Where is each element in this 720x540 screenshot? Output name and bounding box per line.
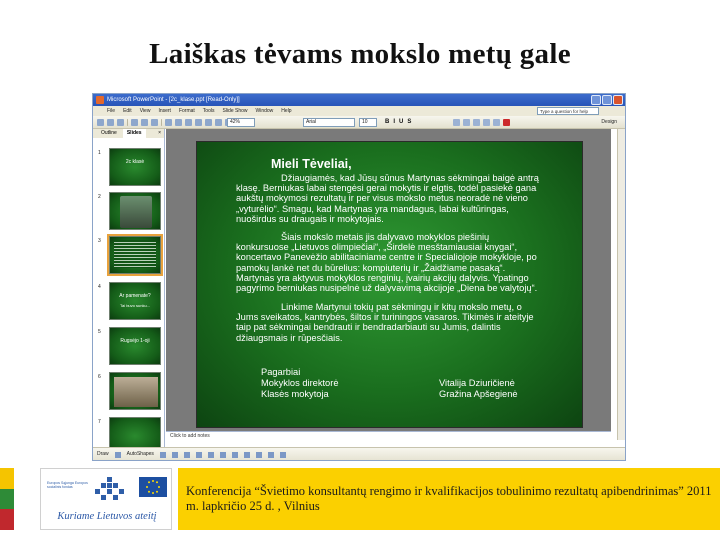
- logo-org-text: Europos Sąjunga Europos socialinis fondas: [47, 481, 88, 489]
- menu-slideshow[interactable]: Slide Show: [222, 108, 248, 114]
- slide-thumbnail[interactable]: [109, 282, 161, 320]
- thumbnail-title: 2c klasė: [125, 159, 145, 165]
- bold-button[interactable]: B: [385, 119, 390, 125]
- thumbnail-text-lines: [114, 240, 156, 268]
- numbering-icon[interactable]: [483, 119, 490, 126]
- letter-paragraph-2: Šiais mokslo metais jis dalyvavo mokyklos piešinių konkursuose „Lietuvos olimpiečiai“, „Širdelė mesštamiausiai knygai“, koncertavo Panevėžio abilitaciniame centre ir Specialiojoje mokykloje, po pamokų lankė net du būrelius: kompiuterių ir „Žaidžiame pasaką“. Martynas yra aktyvus mokyklos renginių, įvairių akcijų dalyvis. Ypatingo pagyrimo berniukas nusipelnė už dalyvavimą akcijoje „Diena be valytojų“.: [236, 232, 538, 294]
- cut-icon[interactable]: [165, 119, 172, 126]
- menu-tools[interactable]: Tools: [202, 108, 215, 114]
- align-left-icon[interactable]: [453, 119, 460, 126]
- shadow-button[interactable]: S: [407, 119, 412, 125]
- eu-flag-icon: [139, 477, 167, 497]
- drawing-toolbar: [93, 447, 625, 461]
- slide-thumbnail[interactable]: [109, 327, 161, 365]
- undo-icon[interactable]: [195, 119, 202, 126]
- slide-number: 4: [98, 284, 101, 290]
- powerpoint-icon: [96, 96, 104, 104]
- clipart-icon[interactable]: [232, 452, 238, 458]
- fill-color-icon[interactable]: [256, 452, 262, 458]
- slide-thumbnail[interactable]: [109, 372, 161, 410]
- menu-bar: [93, 106, 625, 116]
- toolbar-separator: [127, 119, 128, 126]
- tab-outline[interactable]: Outline: [101, 130, 117, 136]
- menu-insert[interactable]: Insert: [158, 108, 171, 114]
- help-search-input[interactable]: Type a question for help: [537, 107, 599, 115]
- slide-number: 3: [98, 238, 101, 244]
- save-icon[interactable]: [117, 119, 124, 126]
- redo-icon[interactable]: [205, 119, 212, 126]
- role-teacher: Klasės mokytoja: [261, 389, 329, 399]
- draw-menu[interactable]: Draw: [97, 451, 109, 457]
- thumbnail-title: Ar pamenate?: [119, 293, 151, 299]
- thumbnail-photo: [120, 196, 152, 228]
- role-director: Mokyklos direktorė: [261, 378, 339, 388]
- slide-canvas[interactable]: [196, 141, 583, 428]
- slide-thumbnail[interactable]: [109, 148, 161, 186]
- thumbnail-subtitle: Tai buvo sunku...: [119, 303, 151, 308]
- design-button[interactable]: Design: [601, 119, 617, 125]
- indent-icon[interactable]: [493, 119, 500, 126]
- font-select[interactable]: Arial: [303, 118, 355, 127]
- italic-button[interactable]: I: [393, 119, 396, 125]
- zoom-select[interactable]: 42%: [227, 118, 255, 127]
- slides-pane: [93, 129, 165, 447]
- minimize-button[interactable]: [591, 95, 601, 105]
- rectangle-icon[interactable]: [184, 452, 190, 458]
- slide-number: 1: [98, 150, 101, 156]
- new-icon[interactable]: [97, 119, 104, 126]
- window-titlebar: [93, 94, 625, 106]
- slide-thumbnail[interactable]: [109, 192, 161, 230]
- esf-logo: [40, 468, 172, 530]
- paste-icon[interactable]: [185, 119, 192, 126]
- underline-button[interactable]: U: [399, 119, 404, 125]
- close-button[interactable]: [613, 95, 623, 105]
- arrow-icon[interactable]: [172, 452, 178, 458]
- name-director: Vitalija Dziuričienė: [439, 378, 515, 388]
- toolbar-separator: [161, 119, 162, 126]
- page-title: Laiškas tėvams mokslo metų gale: [149, 38, 571, 70]
- flag-stripe-yellow: [0, 468, 14, 489]
- autoshapes-menu[interactable]: AutoShapes: [126, 451, 154, 457]
- slide-number: 5: [98, 329, 101, 335]
- textbox-icon[interactable]: [208, 452, 214, 458]
- window-title: Microsoft PowerPoint - [2c_klase.ppt [Read-Only]]: [107, 97, 240, 103]
- flag-stripe-green: [0, 489, 14, 510]
- menu-format[interactable]: Format: [178, 108, 195, 114]
- slide-number: 6: [98, 374, 101, 380]
- line-color-icon[interactable]: [268, 452, 274, 458]
- menu-file[interactable]: File: [107, 108, 116, 114]
- maximize-button[interactable]: [602, 95, 612, 105]
- thumbnail-title: Rugsėjo 1-oji: [120, 338, 150, 344]
- menu-view[interactable]: View: [139, 108, 151, 114]
- letter-paragraph-3: Linkime Martynui tokių pat sėkmingų ir kitų mokslo metų, o Jums sveikatos, kantrybės, šiltos ir turiningos vasaros. Tikimės ir ateityje taip pat sėkmingai bendrauti ir bendradarbiauti su Jumis, dalintis džiaugsmais ir rūpesčiais.: [236, 302, 534, 343]
- line-icon[interactable]: [160, 452, 166, 458]
- notes-input[interactable]: Click to add notes: [166, 431, 611, 440]
- tab-slides[interactable]: Slides: [123, 129, 146, 138]
- select-arrow-icon[interactable]: [115, 452, 121, 458]
- slogan: Kuriame Lietuvos ateitį: [57, 511, 157, 522]
- slide-number: 7: [98, 419, 101, 425]
- spelling-icon[interactable]: [151, 119, 158, 126]
- flag-stripe-red: [0, 509, 14, 530]
- print-icon[interactable]: [131, 119, 138, 126]
- copy-icon[interactable]: [175, 119, 182, 126]
- signoff: Pagarbiai: [261, 367, 301, 377]
- preview-icon[interactable]: [141, 119, 148, 126]
- vertical-scrollbar[interactable]: [617, 129, 625, 440]
- footer-band: [178, 468, 720, 530]
- slide-number: 2: [98, 194, 101, 200]
- letter-heading: Mieli Tėveliai,: [271, 157, 352, 171]
- menu-edit[interactable]: Edit: [123, 108, 132, 114]
- oval-icon[interactable]: [196, 452, 202, 458]
- letter-paragraph-1: Džiaugiamės, kad Jūsų sūnus Martynas sėkmingai baigė antrą klasę. Berniukas labai stengėsi gerai mokytis ir elgtis, todėl pasiekė gana aukštų mokymosi rezultatų ir per visus mokslo metus neoradė nė vieno „vyturėlio“. Smagu, kad Martynas yra mandagus, labai kultūringas, nuoširdus su draugais ir mokytojais.: [236, 173, 539, 224]
- standard-toolbar: [93, 116, 625, 129]
- name-teacher: Gražina Apšegienė: [439, 389, 518, 399]
- signature-roles: [261, 367, 339, 400]
- signature-names: [439, 378, 518, 400]
- picture-icon[interactable]: [244, 452, 250, 458]
- menu-window[interactable]: Window: [255, 108, 274, 114]
- thumbnail-photo: [114, 377, 158, 407]
- bullets-icon[interactable]: [473, 119, 480, 126]
- font-color-icon[interactable]: [503, 119, 510, 126]
- slide-thumbnail-selected[interactable]: [109, 236, 161, 274]
- wordart-icon[interactable]: [220, 452, 226, 458]
- powerpoint-screenshot: [92, 93, 626, 461]
- slide-editing-area: [166, 129, 611, 431]
- chart-icon[interactable]: [215, 119, 222, 126]
- es-investments-logo-icon: [95, 477, 125, 503]
- pane-close-icon[interactable]: ×: [158, 130, 161, 136]
- open-icon[interactable]: [107, 119, 114, 126]
- font-color-icon[interactable]: [280, 452, 286, 458]
- align-center-icon[interactable]: [463, 119, 470, 126]
- font-size-select[interactable]: 10: [359, 118, 377, 127]
- menu-help[interactable]: Help: [281, 108, 292, 114]
- conference-caption: Konferencija “Švietimo konsultantų rengimo ir kvalifikacijos tobulinimo rezultatų apibendrinimas” 2011 m. lapkričio 25 d. , Vilnius: [186, 484, 712, 513]
- lithuanian-flag-stripes: [0, 468, 14, 530]
